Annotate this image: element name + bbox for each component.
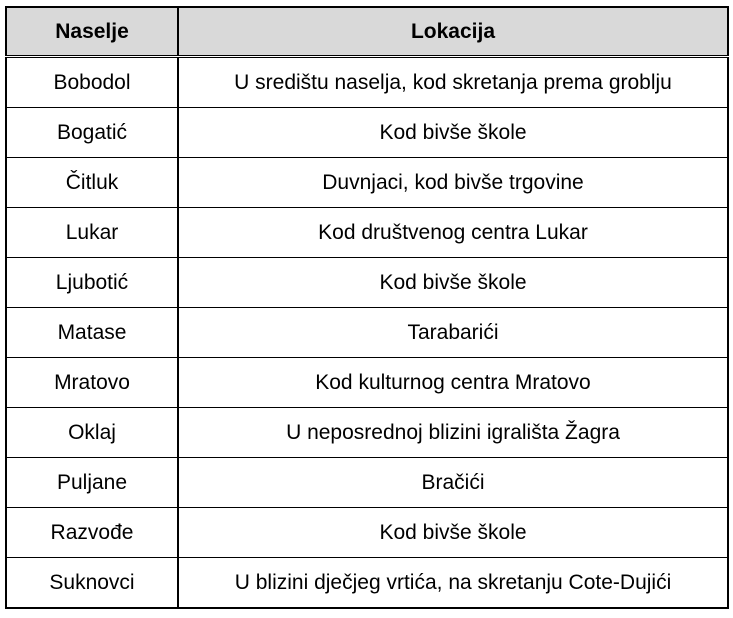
table-row bbox=[6, 358, 728, 408]
table-row bbox=[6, 408, 728, 458]
locations-table bbox=[5, 6, 729, 609]
cell-settlement: Lukar bbox=[6, 208, 178, 258]
table-row bbox=[6, 158, 728, 208]
table-row bbox=[6, 57, 728, 108]
cell-settlement: Ljubotić bbox=[6, 258, 178, 308]
cell-location: Kod društvenog centra Lukar bbox=[178, 208, 728, 258]
header-naselje: Naselje bbox=[6, 7, 178, 57]
table-row bbox=[6, 108, 728, 158]
cell-settlement: Čitluk bbox=[6, 158, 178, 208]
cell-location: Kod bivše škole bbox=[178, 508, 728, 558]
cell-location: U neposrednoj blizini igrališta Žagra bbox=[178, 408, 728, 458]
cell-settlement: Puljane bbox=[6, 458, 178, 508]
cell-location: Bračići bbox=[178, 458, 728, 508]
table-row bbox=[6, 508, 728, 558]
cell-settlement: Suknovci bbox=[6, 558, 178, 609]
cell-location: Duvnjaci, kod bivše trgovine bbox=[178, 158, 728, 208]
cell-location: Kod kulturnog centra Mratovo bbox=[178, 358, 728, 408]
cell-location: Kod bivše škole bbox=[178, 258, 728, 308]
table-row bbox=[6, 558, 728, 609]
table-row bbox=[6, 258, 728, 308]
cell-location: Kod bivše škole bbox=[178, 108, 728, 158]
cell-location: U središtu naselja, kod skretanja prema groblju bbox=[178, 57, 728, 108]
cell-settlement: Bogatić bbox=[6, 108, 178, 158]
cell-settlement: Mratovo bbox=[6, 358, 178, 408]
table-row bbox=[6, 208, 728, 258]
cell-settlement: Oklaj bbox=[6, 408, 178, 458]
header-lokacija: Lokacija bbox=[178, 7, 728, 57]
table-row bbox=[6, 308, 728, 358]
cell-location: Tarabarići bbox=[178, 308, 728, 358]
cell-settlement: Razvođe bbox=[6, 508, 178, 558]
cell-settlement: Matase bbox=[6, 308, 178, 358]
cell-settlement: Bobodol bbox=[6, 57, 178, 108]
table-header-row bbox=[6, 7, 728, 57]
table-row bbox=[6, 458, 728, 508]
cell-location: U blizini dječjeg vrtića, na skretanju Cote-Dujići bbox=[178, 558, 728, 609]
